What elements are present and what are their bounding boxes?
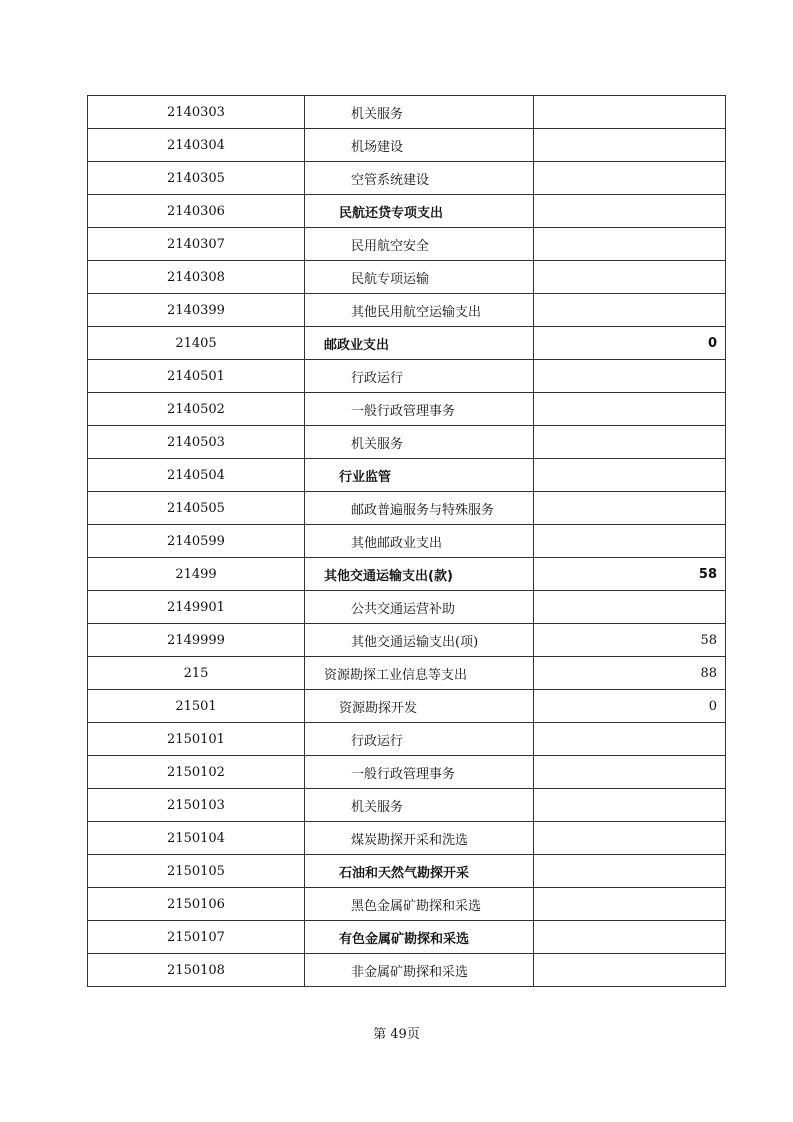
table-row (88, 195, 726, 228)
subject-name-cell (305, 591, 534, 624)
subject-name-cell (305, 393, 534, 426)
amount-cell (534, 591, 726, 624)
subject-name-text: 煤炭勘探开采和洗选 (351, 832, 469, 848)
subject-name-cell (305, 624, 534, 657)
table-row (88, 393, 726, 426)
subject-name-text: 机关服务 (351, 106, 404, 122)
subject-name-cell (305, 195, 534, 228)
amount-cell (534, 822, 726, 855)
subject-name-cell (305, 96, 534, 129)
subject-name-cell (305, 261, 534, 294)
subject-code-cell: 2140304 (88, 129, 305, 162)
amount-cell (534, 426, 726, 459)
amount-cell: 88 (534, 657, 726, 690)
amount-cell (534, 492, 726, 525)
subject-name-cell (305, 459, 534, 492)
table-row (88, 888, 726, 921)
table-row (88, 657, 726, 690)
table-row (88, 822, 726, 855)
subject-name-text: 黑色金属矿勘探和采选 (351, 898, 482, 914)
amount-cell (534, 921, 726, 954)
subject-name-text: 一般行政管理事务 (351, 403, 456, 419)
subject-name-cell (305, 492, 534, 525)
subject-name-text: 公共交通运营补助 (351, 601, 456, 617)
subject-name-text: 资源勘探开发 (339, 700, 418, 716)
subject-name-text: 非金属矿勘探和采选 (351, 964, 469, 980)
subject-name-text: 其他交通运输支出(项) (351, 634, 479, 650)
subject-code-cell: 2140502 (88, 393, 305, 426)
subject-code-cell: 2140505 (88, 492, 305, 525)
subject-name-text: 其他交通运输支出(款) (324, 568, 453, 584)
subject-name-text: 其他邮政业支出 (351, 535, 443, 551)
amount-cell (534, 162, 726, 195)
subject-code-cell: 2150106 (88, 888, 305, 921)
amount-cell (534, 96, 726, 129)
subject-name-text: 其他民用航空运输支出 (351, 304, 482, 320)
table-row (88, 327, 726, 360)
subject-name-text: 行政运行 (351, 370, 404, 386)
subject-code-cell: 2140305 (88, 162, 305, 195)
amount-cell: 58 (534, 624, 726, 657)
subject-name-text: 石油和天然气勘探开采 (339, 865, 470, 881)
amount-cell (534, 756, 726, 789)
table-row (88, 789, 726, 822)
amount-cell (534, 129, 726, 162)
subject-code-cell: 2150108 (88, 954, 305, 987)
table-row (88, 228, 726, 261)
table-row (88, 690, 726, 723)
table-row (88, 261, 726, 294)
subject-name-cell (305, 129, 534, 162)
amount-cell (534, 954, 726, 987)
subject-code-cell: 21405 (88, 327, 305, 360)
subject-name-text: 民航专项运输 (351, 271, 430, 287)
table-row (88, 756, 726, 789)
subject-name-text: 有色金属矿勘探和采选 (339, 931, 470, 947)
amount-cell (534, 855, 726, 888)
amount-cell (534, 888, 726, 921)
subject-code-cell: 2150103 (88, 789, 305, 822)
table-row (88, 855, 726, 888)
subject-name-text: 民用航空安全 (351, 238, 430, 254)
table-row (88, 96, 726, 129)
amount-cell: 0 (534, 327, 726, 360)
subject-code-cell: 2140303 (88, 96, 305, 129)
amount-cell (534, 723, 726, 756)
subject-name-cell (305, 360, 534, 393)
table-row (88, 294, 726, 327)
subject-name-cell (305, 690, 534, 723)
table-row (88, 525, 726, 558)
subject-name-text: 一般行政管理事务 (351, 766, 456, 782)
table-row (88, 954, 726, 987)
subject-code-cell: 2150105 (88, 855, 305, 888)
amount-cell (534, 789, 726, 822)
amount-cell (534, 525, 726, 558)
subject-code-cell: 2150107 (88, 921, 305, 954)
subject-name-cell (305, 723, 534, 756)
subject-name-text: 邮政普遍服务与特殊服务 (351, 502, 495, 518)
subject-name-cell (305, 789, 534, 822)
amount-cell (534, 294, 726, 327)
subject-name-cell (305, 558, 534, 591)
subject-name-cell (305, 921, 534, 954)
table-row (88, 921, 726, 954)
subject-code-cell: 2150104 (88, 822, 305, 855)
subject-name-cell (305, 657, 534, 690)
subject-name-cell (305, 228, 534, 261)
subject-code-cell: 21499 (88, 558, 305, 591)
subject-code-cell: 2149999 (88, 624, 305, 657)
subject-name-text: 机关服务 (351, 799, 404, 815)
subject-code-cell: 2140503 (88, 426, 305, 459)
table-row (88, 459, 726, 492)
subject-name-cell (305, 888, 534, 921)
table-row (88, 162, 726, 195)
subject-code-cell: 2140306 (88, 195, 305, 228)
subject-name-text: 机场建设 (351, 139, 404, 155)
subject-code-cell: 2140399 (88, 294, 305, 327)
table-row (88, 129, 726, 162)
subject-name-text: 机关服务 (351, 436, 404, 452)
subject-name-cell (305, 294, 534, 327)
table-body (88, 96, 726, 987)
amount-cell (534, 393, 726, 426)
subject-code-cell: 2140307 (88, 228, 305, 261)
page-number: 第 49页 (373, 1027, 420, 1042)
subject-name-cell (305, 822, 534, 855)
subject-name-text: 空管系统建设 (351, 172, 430, 188)
table-row (88, 492, 726, 525)
table-row (88, 624, 726, 657)
subject-code-cell: 2140308 (88, 261, 305, 294)
subject-code-cell: 2150101 (88, 723, 305, 756)
subject-code-cell: 2140599 (88, 525, 305, 558)
amount-cell: 0 (534, 690, 726, 723)
amount-cell (534, 360, 726, 393)
subject-name-text: 行业监管 (339, 469, 392, 485)
amount-cell (534, 195, 726, 228)
subject-name-cell (305, 756, 534, 789)
subject-name-cell (305, 162, 534, 195)
subject-name-cell (305, 525, 534, 558)
subject-code-cell: 21501 (88, 690, 305, 723)
subject-code-cell: 215 (88, 657, 305, 690)
amount-cell (534, 261, 726, 294)
subject-name-text: 邮政业支出 (324, 337, 390, 353)
amount-cell (534, 459, 726, 492)
budget-table (87, 95, 726, 987)
subject-name-cell (305, 954, 534, 987)
subject-code-cell: 2149901 (88, 591, 305, 624)
amount-cell: 58 (534, 558, 726, 591)
subject-name-text: 资源勘探工业信息等支出 (324, 667, 468, 683)
table-row (88, 360, 726, 393)
table-row (88, 591, 726, 624)
amount-cell (534, 228, 726, 261)
subject-code-cell: 2150102 (88, 756, 305, 789)
table-row (88, 723, 726, 756)
table-row (88, 426, 726, 459)
subject-name-text: 行政运行 (351, 733, 404, 749)
subject-name-text: 民航还贷专项支出 (339, 205, 444, 221)
subject-name-cell (305, 327, 534, 360)
subject-code-cell: 2140504 (88, 459, 305, 492)
subject-name-cell (305, 855, 534, 888)
subject-name-cell (305, 426, 534, 459)
subject-code-cell: 2140501 (88, 360, 305, 393)
table-row (88, 558, 726, 591)
